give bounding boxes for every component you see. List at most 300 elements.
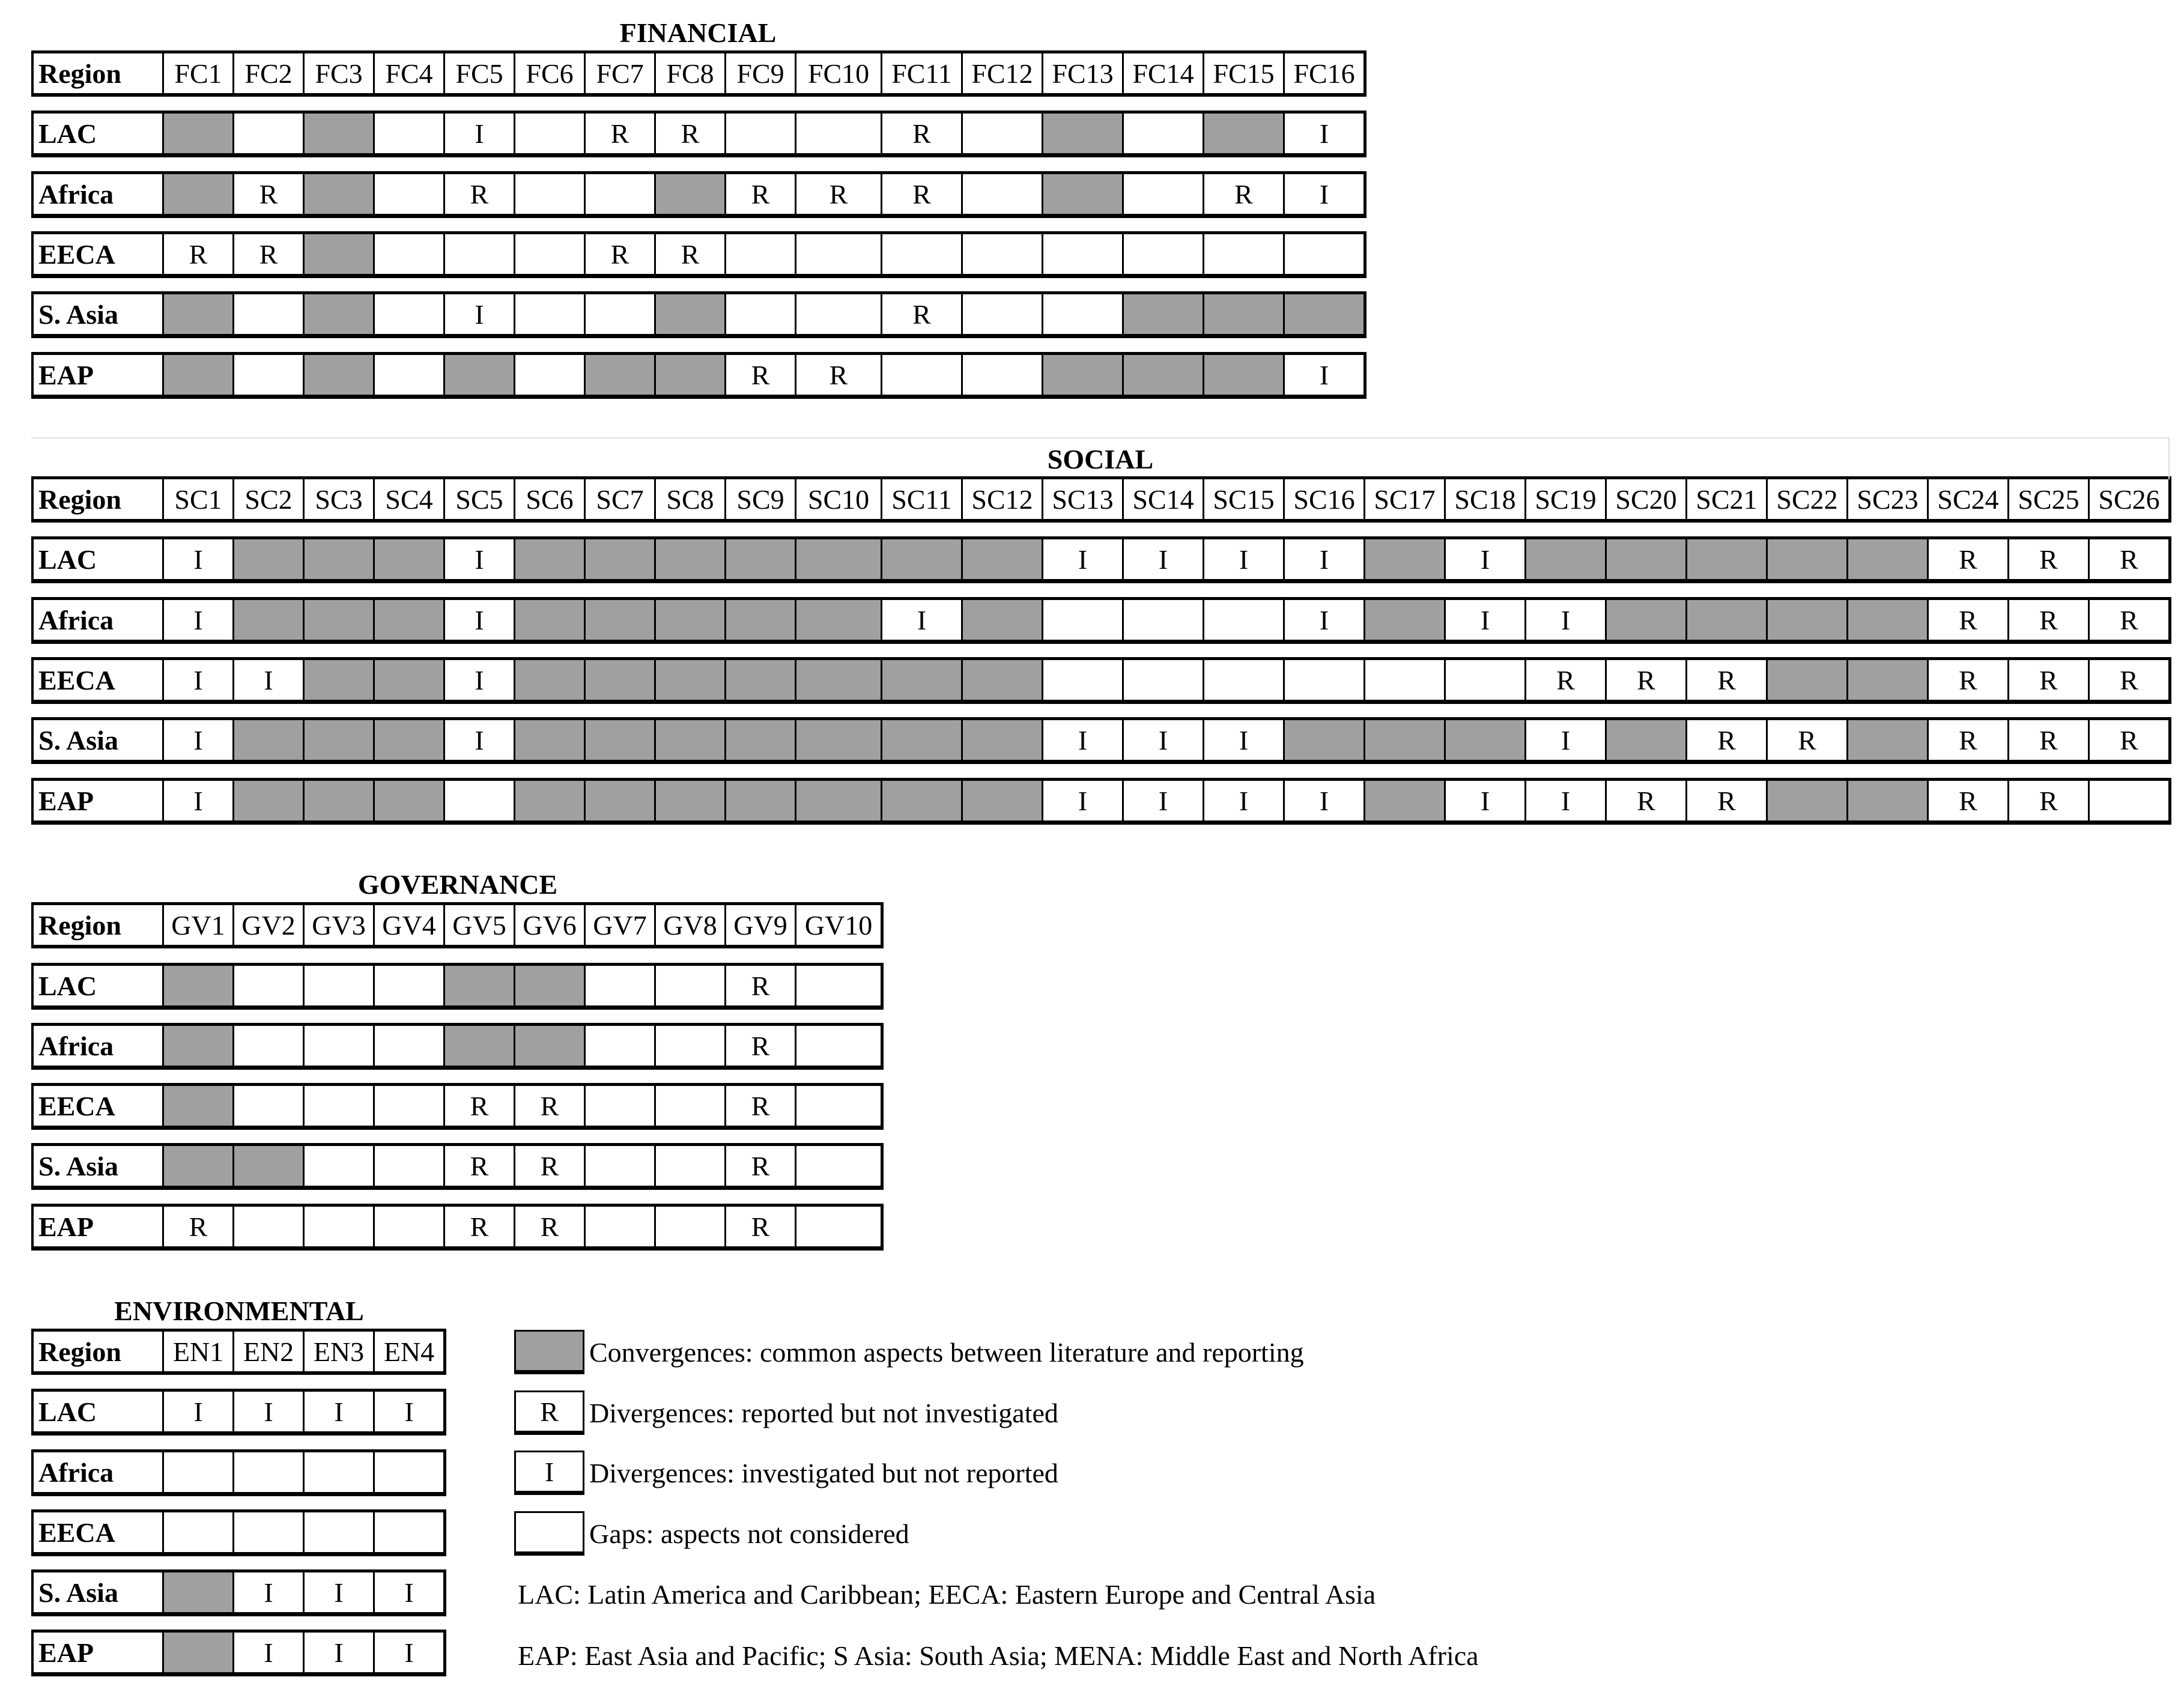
- investigated-cell: I: [1283, 174, 1363, 214]
- convergence-cell: [162, 966, 232, 1005]
- column-header: FC13: [1042, 53, 1122, 93]
- region-label: EECA: [38, 664, 115, 696]
- convergence-cell: [1685, 600, 1766, 640]
- convergence-cell: [162, 1633, 232, 1672]
- reported-cell: R: [654, 234, 724, 274]
- reported-cell: R: [1766, 720, 1846, 760]
- gap-cell: [724, 294, 795, 334]
- investigated-cell: I: [1042, 539, 1122, 579]
- column-header: FC3: [303, 53, 373, 93]
- column-header: SC20: [1605, 479, 1685, 519]
- investigated-cell: I: [303, 1392, 373, 1431]
- reported-cell: R: [724, 355, 795, 395]
- region-label: Africa: [38, 1030, 114, 1061]
- gap-cell: [584, 1026, 654, 1066]
- column-header: SC21: [1685, 479, 1766, 519]
- convergence-cell: [795, 539, 881, 579]
- convergence-cell: [1766, 539, 1846, 579]
- convergence-cell: [881, 539, 961, 579]
- social-table-row: [31, 657, 2171, 704]
- convergence-cell: [1363, 781, 1444, 820]
- convergence-cell: [1122, 355, 1203, 395]
- column-header: FC7: [584, 53, 654, 93]
- gap-cell: [232, 1086, 303, 1126]
- convergence-cell: [724, 720, 795, 760]
- gap-cell: [373, 174, 443, 214]
- gap-cell: [373, 1207, 443, 1246]
- reported-cell: R: [724, 174, 795, 214]
- environmental-table-row: [31, 1389, 446, 1436]
- gap-cell: [232, 1452, 303, 1492]
- legend-note-abbreviations-2: EAP: East Asia and Pacific; S Asia: South Asia; MENA: Middle East and North Africa: [518, 1640, 1479, 1671]
- convergence-cell: [1605, 600, 1685, 640]
- region-column-header: Region: [38, 484, 121, 515]
- gap-cell: [795, 966, 881, 1005]
- social-title: SOCIAL: [1047, 444, 1154, 475]
- column-header: GV1: [162, 905, 232, 945]
- convergence-cell: [654, 355, 724, 395]
- gap-cell: [961, 355, 1042, 395]
- gap-cell: [373, 234, 443, 274]
- column-header: SC14: [1122, 479, 1203, 519]
- financial-table-row: [31, 352, 1367, 399]
- gap-cell: [1122, 660, 1203, 700]
- convergence-cell: [795, 600, 881, 640]
- reported-cell: R: [162, 1207, 232, 1246]
- column-header: FC12: [961, 53, 1042, 93]
- column-header: SC5: [443, 479, 514, 519]
- convergence-cell: [584, 720, 654, 760]
- region-label: LAC: [38, 544, 97, 575]
- investigated-cell: I: [1203, 720, 1283, 760]
- convergence-cell: [514, 1026, 584, 1066]
- reported-cell: R: [881, 294, 961, 334]
- convergence-cell: [654, 294, 724, 334]
- region-label: LAC: [38, 1396, 97, 1427]
- gap-cell: [303, 966, 373, 1005]
- region-label: S. Asia: [38, 724, 118, 756]
- investigated-cell: I: [162, 600, 232, 640]
- gap-cell: [795, 1026, 881, 1066]
- reported-cell: R: [2088, 600, 2168, 640]
- convergence-cell: [1363, 720, 1444, 760]
- column-header: GV8: [654, 905, 724, 945]
- region-label: Africa: [38, 604, 114, 635]
- gap-cell: [881, 355, 961, 395]
- investigated-cell: I: [1122, 539, 1203, 579]
- gap-cell: [303, 1512, 373, 1552]
- convergence-cell: [373, 660, 443, 700]
- gap-cell: [373, 966, 443, 1005]
- convergence-cell: [961, 539, 1042, 579]
- reported-cell: R: [881, 114, 961, 153]
- column-header: SC11: [881, 479, 961, 519]
- column-header: GV4: [373, 905, 443, 945]
- region-label: Africa: [38, 1457, 114, 1488]
- legend-note-abbreviations-1: LAC: Latin America and Caribbean; EECA: Eastern Europe and Central Asia: [518, 1579, 1376, 1610]
- column-header: SC24: [1927, 479, 2007, 519]
- gap-cell: [724, 114, 795, 153]
- investigated-cell: I: [881, 600, 961, 640]
- investigated-cell: I: [1203, 781, 1283, 820]
- convergence-cell: [232, 1146, 303, 1186]
- gap-cell: [881, 234, 961, 274]
- financial-title: FINANCIAL: [619, 17, 777, 48]
- column-header: GV3: [303, 905, 373, 945]
- gap-cell: [373, 1512, 443, 1552]
- column-header: FC2: [232, 53, 303, 93]
- social-header-row: [31, 476, 2171, 523]
- region-label: LAC: [38, 118, 97, 149]
- financial-table-row: [31, 231, 1367, 278]
- gap-cell: [232, 355, 303, 395]
- governance-table-row: [31, 1023, 884, 1070]
- reported-cell: R: [795, 174, 881, 214]
- reported-cell: R: [2007, 600, 2088, 640]
- reported-cell: R: [1524, 660, 1605, 700]
- reported-cell: R: [443, 174, 514, 214]
- convergence-cell: [162, 1146, 232, 1186]
- gap-cell: [373, 114, 443, 153]
- convergence-cell: [724, 781, 795, 820]
- column-header: FC5: [443, 53, 514, 93]
- convergence-cell: [514, 600, 584, 640]
- convergence-cell: [1203, 355, 1283, 395]
- gap-cell: [514, 355, 584, 395]
- reported-cell: R: [443, 1086, 514, 1126]
- reported-cell: R: [1927, 720, 2007, 760]
- gap-cell: [1203, 234, 1283, 274]
- gap-cell: [2088, 781, 2168, 820]
- gap-cell: [1283, 660, 1363, 700]
- investigated-cell: I: [443, 114, 514, 153]
- legend-item-investigated: [514, 1451, 1058, 1495]
- environmental-header-row: [31, 1329, 446, 1375]
- gap-cell: [232, 1207, 303, 1246]
- financial-table-row: [31, 111, 1367, 157]
- column-header: SC26: [2088, 479, 2168, 519]
- investigated-cell: I: [443, 660, 514, 700]
- investigated-cell: I: [373, 1633, 443, 1672]
- reported-cell: R: [514, 1207, 584, 1246]
- gap-cell: [1203, 600, 1283, 640]
- investigated-cell: I: [162, 539, 232, 579]
- column-header: SC23: [1846, 479, 1927, 519]
- convergence-cell: [303, 174, 373, 214]
- gap-cell: [1042, 294, 1122, 334]
- gap-cell: [795, 1207, 881, 1246]
- convergence-cell: [1363, 600, 1444, 640]
- gap-cell: [584, 966, 654, 1005]
- convergence-cell: [514, 720, 584, 760]
- environmental-table-row: [31, 1630, 446, 1676]
- gap-cell: [232, 1026, 303, 1066]
- reported-cell: R: [654, 114, 724, 153]
- column-header: GV10: [795, 905, 881, 945]
- investigated-cell: I: [162, 1392, 232, 1431]
- convergence-cell: [303, 720, 373, 760]
- convergence-cell: [584, 660, 654, 700]
- governance-title: GOVERNANCE: [357, 869, 558, 900]
- gap-cell: [795, 1086, 881, 1126]
- reported-cell: R: [1927, 781, 2007, 820]
- column-header: SC7: [584, 479, 654, 519]
- region-label: EAP: [38, 1637, 94, 1668]
- gap-cell: [961, 114, 1042, 153]
- convergence-cell: [443, 1026, 514, 1066]
- gap-cell: [654, 1086, 724, 1126]
- column-header: SC19: [1524, 479, 1605, 519]
- convergence-cell: [303, 234, 373, 274]
- investigated-cell: I: [1042, 720, 1122, 760]
- convergence-cell: [303, 294, 373, 334]
- reported-cell: R: [724, 1086, 795, 1126]
- gap-cell: [1122, 114, 1203, 153]
- gap-cell: [654, 1146, 724, 1186]
- convergence-cell: [654, 174, 724, 214]
- investigated-cell: I: [443, 539, 514, 579]
- gap-cell: [303, 1207, 373, 1246]
- column-header: GV6: [514, 905, 584, 945]
- gap-cell: [1122, 600, 1203, 640]
- convergence-cell: [584, 781, 654, 820]
- reported-cell: R: [724, 1146, 795, 1186]
- convergence-cell: [1203, 294, 1283, 334]
- region-label: S. Asia: [38, 1577, 118, 1608]
- region-label: LAC: [38, 970, 97, 1001]
- convergence-cell: [373, 720, 443, 760]
- investigated-cell: I: [373, 1572, 443, 1612]
- convergence-cell: [1766, 600, 1846, 640]
- gap-cell: [443, 234, 514, 274]
- gap-cell: [514, 174, 584, 214]
- convergence-cell: [1846, 781, 1927, 820]
- reported-cell: R: [881, 174, 961, 214]
- column-header: EN3: [303, 1332, 373, 1371]
- column-header: FC14: [1122, 53, 1203, 93]
- reported-cell: R: [2007, 781, 2088, 820]
- gap-cell: [795, 294, 881, 334]
- reported-cell: R: [1685, 660, 1766, 700]
- environmental-title: ENVIRONMENTAL: [114, 1296, 364, 1326]
- reported-cell: R: [2088, 660, 2168, 700]
- investigated-cell: I: [1524, 600, 1605, 640]
- legend-swatch-investigated: I: [514, 1451, 584, 1495]
- legend-item-convergence: [514, 1330, 1304, 1374]
- gap-cell: [303, 1452, 373, 1492]
- social-table-row: [31, 717, 2171, 764]
- reported-cell: R: [724, 1026, 795, 1066]
- gap-cell: [514, 234, 584, 274]
- gap-cell: [373, 355, 443, 395]
- governance-header-row: [31, 902, 884, 948]
- investigated-cell: I: [443, 600, 514, 640]
- column-header: FC6: [514, 53, 584, 93]
- convergence-cell: [162, 114, 232, 153]
- convergence-cell: [303, 660, 373, 700]
- column-header: SC16: [1283, 479, 1363, 519]
- gap-cell: [584, 1146, 654, 1186]
- social-table-row: [31, 778, 2171, 825]
- convergence-cell: [1846, 600, 1927, 640]
- investigated-cell: I: [1122, 720, 1203, 760]
- column-header: SC6: [514, 479, 584, 519]
- convergence-cell: [1042, 355, 1122, 395]
- gap-cell: [162, 1452, 232, 1492]
- convergence-cell: [443, 966, 514, 1005]
- convergence-cell: [1766, 660, 1846, 700]
- column-header: FC9: [724, 53, 795, 93]
- convergence-cell: [162, 294, 232, 334]
- region-label: EECA: [38, 1517, 115, 1548]
- convergence-cell: [961, 660, 1042, 700]
- investigated-cell: I: [303, 1633, 373, 1672]
- gap-cell: [584, 1207, 654, 1246]
- reported-cell: R: [1685, 720, 1766, 760]
- environmental-table-row: [31, 1449, 446, 1496]
- convergence-cell: [1283, 720, 1363, 760]
- investigated-cell: I: [1042, 781, 1122, 820]
- reported-cell: R: [1927, 600, 2007, 640]
- column-header: FC8: [654, 53, 724, 93]
- gap-cell: [1122, 234, 1203, 274]
- gap-cell: [303, 1086, 373, 1126]
- column-header: GV9: [724, 905, 795, 945]
- convergence-cell: [584, 355, 654, 395]
- gap-cell: [1042, 234, 1122, 274]
- convergence-cell: [795, 660, 881, 700]
- investigated-cell: I: [1283, 114, 1363, 153]
- convergence-cell: [1846, 720, 1927, 760]
- column-header: SC4: [373, 479, 443, 519]
- convergence-cell: [232, 720, 303, 760]
- reported-cell: R: [2007, 539, 2088, 579]
- convergence-cell: [724, 539, 795, 579]
- reported-cell: R: [795, 355, 881, 395]
- governance-table-row: [31, 963, 884, 1010]
- convergence-cell: [303, 781, 373, 820]
- gap-cell: [584, 1086, 654, 1126]
- social-table-row: [31, 597, 2171, 644]
- investigated-cell: I: [232, 1392, 303, 1431]
- region-label: EECA: [38, 238, 115, 270]
- gap-cell: [232, 1512, 303, 1552]
- gap-cell: [514, 114, 584, 153]
- convergence-cell: [961, 600, 1042, 640]
- column-header: SC3: [303, 479, 373, 519]
- reported-cell: R: [1927, 660, 2007, 700]
- convergence-cell: [724, 660, 795, 700]
- gap-cell: [961, 174, 1042, 214]
- gap-cell: [443, 781, 514, 820]
- convergence-cell: [303, 355, 373, 395]
- convergence-cell: [373, 781, 443, 820]
- investigated-cell: I: [1524, 781, 1605, 820]
- column-header: EN4: [373, 1332, 443, 1371]
- gap-cell: [1444, 660, 1524, 700]
- legend-label: Gaps: aspects not considered: [589, 1518, 909, 1549]
- convergence-cell: [881, 660, 961, 700]
- gap-cell: [654, 1207, 724, 1246]
- reported-cell: R: [724, 1207, 795, 1246]
- convergence-cell: [303, 114, 373, 153]
- gap-cell: [373, 294, 443, 334]
- investigated-cell: I: [1283, 355, 1363, 395]
- reported-cell: R: [1203, 174, 1283, 214]
- region-column-header: Region: [38, 58, 121, 89]
- gap-cell: [514, 294, 584, 334]
- convergence-cell: [654, 600, 724, 640]
- gap-cell: [795, 234, 881, 274]
- financial-header-row: [31, 50, 1367, 97]
- region-label: EAP: [38, 785, 94, 816]
- column-header: EN1: [162, 1332, 232, 1371]
- convergence-cell: [724, 600, 795, 640]
- gap-cell: [795, 114, 881, 153]
- legend-swatch-reported: R: [514, 1390, 584, 1435]
- gap-cell: [303, 1146, 373, 1186]
- convergence-cell: [1846, 539, 1927, 579]
- convergence-cell: [961, 720, 1042, 760]
- convergence-cell: [162, 174, 232, 214]
- convergence-cell: [1605, 720, 1685, 760]
- reported-cell: R: [1685, 781, 1766, 820]
- reported-cell: R: [724, 966, 795, 1005]
- gap-cell: [654, 1026, 724, 1066]
- column-header: FC10: [795, 53, 881, 93]
- investigated-cell: I: [162, 720, 232, 760]
- convergence-cell: [514, 966, 584, 1005]
- column-header: FC11: [881, 53, 961, 93]
- column-header: SC8: [654, 479, 724, 519]
- convergence-cell: [373, 539, 443, 579]
- convergence-cell: [584, 600, 654, 640]
- convergence-cell: [303, 539, 373, 579]
- region-label: EECA: [38, 1090, 115, 1121]
- reported-cell: R: [2007, 720, 2088, 760]
- convergence-cell: [514, 781, 584, 820]
- social-table-row: [31, 536, 2171, 583]
- gap-cell: [162, 1512, 232, 1552]
- reported-cell: R: [584, 234, 654, 274]
- region-column-header: Region: [38, 909, 121, 941]
- convergence-cell: [654, 660, 724, 700]
- reported-cell: R: [443, 1146, 514, 1186]
- legend-swatch-gaps: [514, 1511, 584, 1556]
- gap-cell: [1363, 660, 1444, 700]
- convergence-cell: [1524, 539, 1605, 579]
- convergence-cell: [1042, 114, 1122, 153]
- convergence-cell: [1122, 294, 1203, 334]
- reported-cell: R: [232, 234, 303, 274]
- column-header: GV7: [584, 905, 654, 945]
- gap-cell: [232, 114, 303, 153]
- investigated-cell: I: [1203, 539, 1283, 579]
- convergence-cell: [162, 1086, 232, 1126]
- reported-cell: R: [2088, 720, 2168, 760]
- convergence-cell: [795, 781, 881, 820]
- section-divider: [31, 437, 2170, 438]
- environmental-table-row: [31, 1509, 446, 1556]
- investigated-cell: I: [1524, 720, 1605, 760]
- column-header: EN2: [232, 1332, 303, 1371]
- convergence-cell: [1444, 720, 1524, 760]
- gap-cell: [654, 966, 724, 1005]
- convergence-cell: [232, 781, 303, 820]
- column-header: SC2: [232, 479, 303, 519]
- convergence-cell: [1283, 294, 1363, 334]
- legend-label: Convergences: common aspects between literature and reporting: [589, 1336, 1304, 1368]
